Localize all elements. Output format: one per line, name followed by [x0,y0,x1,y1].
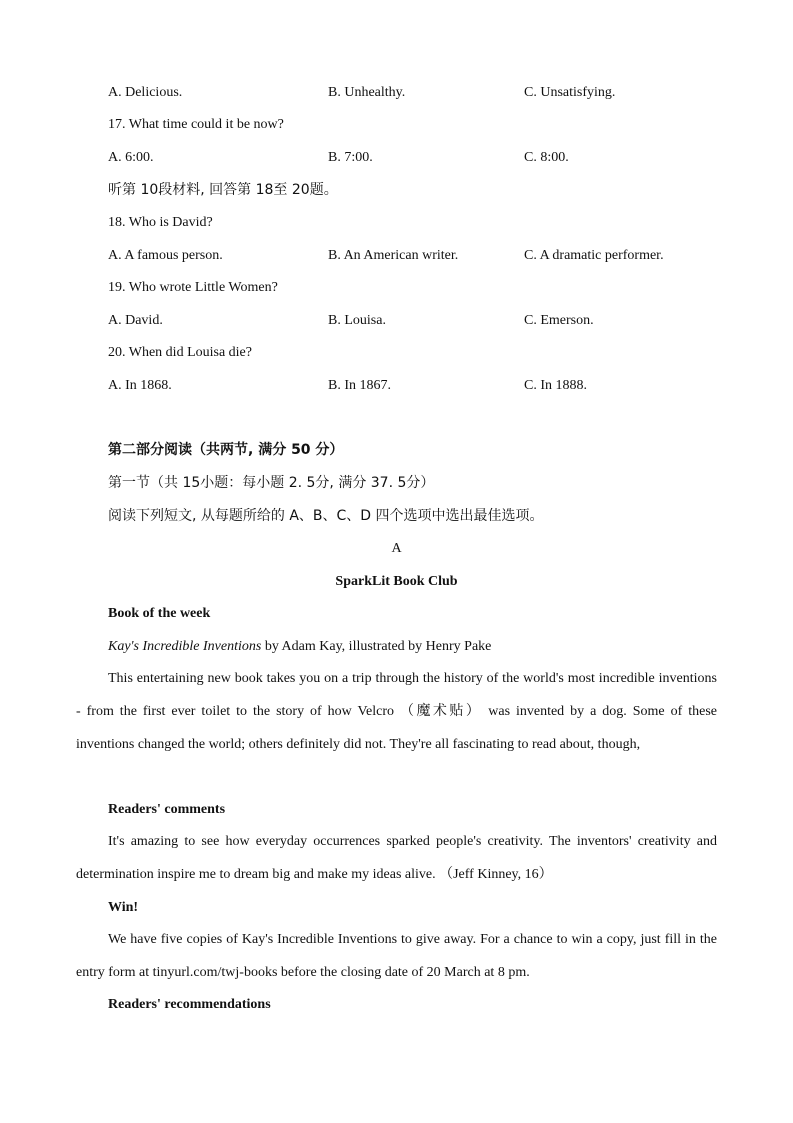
win-text: We have five copies of Kay's Incredible Inventions to give away. For a chance to win a copy, just fill in the entry form at tinyurl.com/twj-books before the closing date of 20 March at 8 pm. [76,932,717,980]
q19-option-c: C. Emerson. [524,313,594,328]
q19-option-b: B. Louisa. [328,313,386,328]
q16-option-c: C. Unsatisfying. [524,85,616,100]
reading-instruction: 阅读下列短文, 从每题所给的 A、B、C、D 四个选项中选出最佳选项。 [108,508,544,524]
q16-option-a: A. Delicious. [108,85,183,100]
win-heading: Win! [108,900,139,915]
book-byline: by Adam Kay, illustrated by Henry Pake [261,639,492,654]
book-title: Kay's Incredible Inventions [108,639,262,654]
part-two-title: 第二部分阅读（共两节, 满分 50 分） [108,442,344,458]
q18-option-c: C. A dramatic performer. [524,248,664,263]
book-description [76,663,717,761]
q18-question: 18. Who is David? [108,215,213,230]
passage-title: SparkLit Book Club [335,574,458,589]
q16-option-b: B. Unhealthy. [328,85,406,100]
reader-comment [76,826,717,892]
q18-option-b: B. An American writer. [328,248,459,263]
material10-instruction: 听第 10段材料, 回答第 18至 20题。 [108,182,338,198]
q19-option-a: A. David. [108,313,163,328]
q18-option-a: A. A famous person. [108,248,223,263]
q17-option-a: A. 6:00. [108,150,154,165]
q20-question: 20. When did Louisa die? [108,345,252,360]
comments-heading: Readers' comments [108,802,226,817]
book-heading: Book of the week [108,606,211,621]
book-credit [108,637,491,657]
q20-option-b: B. In 1867. [328,378,391,393]
passage-letter: A [391,541,402,556]
section-one-title: 第一节（共 15小题：每小题 2. 5分, 满分 37. 5分） [108,475,435,491]
q19-question: 19. Who wrote Little Women? [108,280,278,295]
recommendations-heading: Readers' recommendations [108,997,271,1012]
q20-option-c: C. In 1888. [524,378,587,393]
q17-question: 17. What time could it be now? [108,117,284,132]
win-paragraph [76,924,717,990]
q17-option-c: C. 8:00. [524,150,569,165]
reader-comment-text: It's amazing to see how everyday occurrences sparked people's creativity. The inventors' creativity and determination inspire me to dream big and make my ideas alive. （Jeff Kinney, 16） [76,834,717,882]
q17-option-b: B. 7:00. [328,150,373,165]
q20-option-a: A. In 1868. [108,378,172,393]
book-description-text: This entertaining new book takes you on a trip through the history of the world's most incredible inventions - from the first ever toilet to the story of how Velcro （魔术贴） was invented by a dog. Some of these inventions changed the world; others definitely did not. They're all fascinating to read about, though, [76,671,717,752]
